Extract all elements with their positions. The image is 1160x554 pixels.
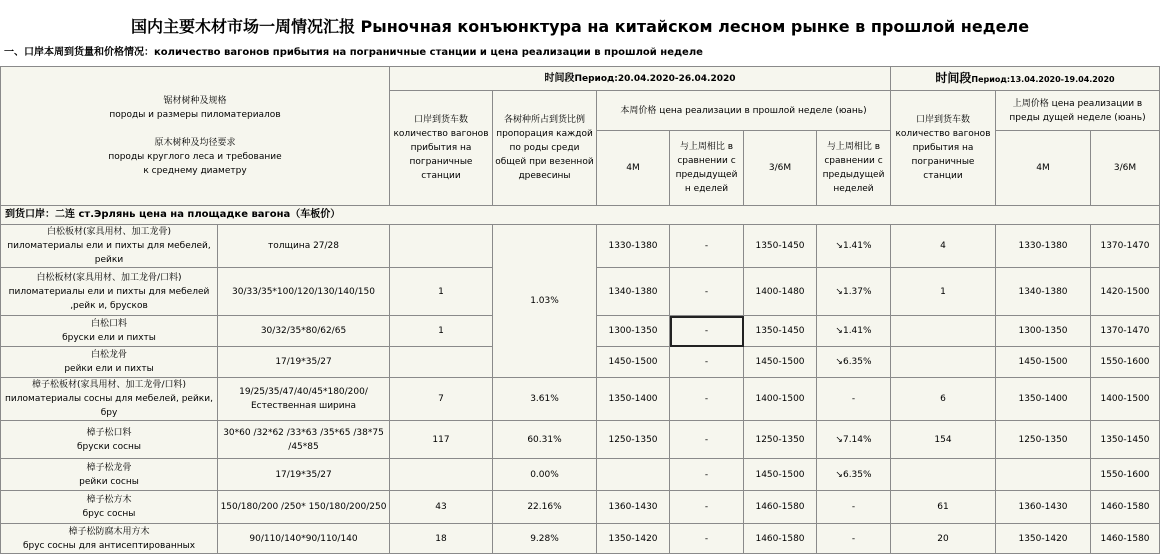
wagons-cell[interactable] [390,225,493,268]
table-row [1,459,1160,491]
compare-36m-cell[interactable]: ↘1.41% [817,316,891,347]
price-36m-cell[interactable]: 1450-1500 [744,459,817,491]
species-name[interactable] [1,378,218,421]
wagons-cell[interactable]: 117 [390,421,493,459]
spec-cell[interactable]: 30/33/35*100/120/130/140/150 [218,268,390,316]
compare-36m-cell[interactable]: ↘7.14% [817,421,891,459]
prev-wagons-cell[interactable]: 1 [891,268,996,316]
table-row [1,491,1160,524]
species-name-cn: 樟子松龙骨 [86,462,132,473]
price-4m-cell[interactable]: 1340-1380 [597,268,670,316]
period-current-value: Период:20.04.2020-26.04.2020 [574,73,736,84]
species-name[interactable] [1,491,218,524]
col-4m-prev[interactable]: 4M [996,131,1091,206]
species-name-ru: бруски ели и пихты [62,333,156,343]
price-36m-cell[interactable]: 1250-1350 [744,421,817,459]
price-4m-cell[interactable]: 1350-1420 [597,524,670,554]
price-prev-header[interactable]: 上周价格 цена реализации в преды дущей неделе (юань) [996,91,1160,131]
period-current-label: 时间段 [544,72,575,84]
species-name[interactable] [1,225,218,268]
species-name[interactable] [1,524,218,554]
prev-price-36m-cell[interactable]: 1350-1450 [1091,421,1160,459]
share-cell[interactable]: 22.16% [493,491,597,524]
wagons-header[interactable] [390,91,493,206]
price-4m-cell[interactable]: 1350-1400 [597,378,670,421]
price-4m-cell[interactable]: 1300-1350 [597,316,670,347]
col-36m-prev[interactable]: 3/6M [1091,131,1160,206]
compare-4m-cell[interactable]: - [670,378,744,421]
wagons-header-ru: количество вагонов прибытия на пограничные станции [393,129,489,181]
prev-price-36m-cell[interactable]: 1460-1580 [1091,524,1160,554]
compare-4m-cell[interactable]: - [670,491,744,524]
prev-price-4m-cell[interactable]: 1350-1420 [996,524,1091,554]
table-row [1,524,1160,554]
spec-cell[interactable]: толщина 27/28 [218,225,390,268]
wagons-prev-header-cn: 口岸到货车数 [915,115,970,125]
table-row [1,225,1160,268]
prev-wagons-cell[interactable]: 61 [891,491,996,524]
period-prev[interactable] [891,67,1160,91]
species-name-ru: брус сосны для антисептированных [22,540,196,551]
species-header-ru: породы и размеры пиломатериалов [109,110,281,120]
species-name-cn: 樟子松口料 [86,427,132,438]
price-4m-cell[interactable] [597,459,670,491]
spec-cell[interactable]: 17/19*35/27 [218,459,390,491]
species-name-cn: 樟子松板材(家具用材、加工龙骨/口料) [31,380,187,390]
prev-price-36m-cell[interactable]: 1460-1580 [1091,491,1160,524]
compare-4m-cell[interactable]: - [670,459,744,491]
spec-cell[interactable]: 30*60 /32*62 /33*63 /35*65 /38*75 /45*85 [218,421,390,459]
wagons-prev-header[interactable] [891,91,996,206]
prev-wagons-cell[interactable]: 4 [891,225,996,268]
spec-cell[interactable]: 30/32/35*80/62/65 [218,316,390,347]
compare-36m-cell[interactable]: ↘1.41% [817,225,891,268]
compare-36m-cell[interactable]: - [817,378,891,421]
prev-price-4m-cell[interactable]: 1350-1400 [996,378,1091,421]
wagons-prev-header-ru: количество вагонов прибытия на пограничные станции [895,129,991,181]
price-36m-cell[interactable]: 1350-1450 [744,316,817,347]
species-name[interactable] [1,268,218,316]
spec-cell[interactable]: 150/180/200 /250* 150/180/200/250 [218,491,390,524]
share-header-cn: 各树种所占到货比例 [503,115,585,125]
period-current[interactable] [390,67,891,91]
price-4m-cell[interactable]: 1360-1430 [597,491,670,524]
share-cell[interactable]: 9.28% [493,524,597,554]
species-name-cn: 樟子松防腐木用方木 [68,526,150,537]
period-prev-label: 时间段 [935,70,972,85]
prev-price-36m-cell[interactable]: 1550-1600 [1091,459,1160,491]
section-title: 一、口岸本周到货量和价格情况：количество вагонов прибытия на пограничные станции и цена реализации в прошлой неделе [4,47,703,58]
species-name-ru: пиломатериалы ели и пихты для мебелей, рейки [7,241,211,265]
col-4m[interactable]: 4M [597,131,670,206]
prev-price-4m-cell[interactable]: 1360-1430 [996,491,1091,524]
prev-wagons-cell[interactable] [891,347,996,378]
species-name-cn: 樟子松方木 [86,495,132,505]
prev-price-4m-cell[interactable]: 1250-1350 [996,421,1091,459]
log-header-ru2: к среднему диаметру [143,166,247,176]
prev-price-4m-cell[interactable]: 1330-1380 [996,225,1091,268]
species-name-ru: пиломатериалы ели и пихты для мебелей ,рейк и, брусков [8,286,210,311]
share-cell-pine[interactable]: 1.03% [493,225,597,378]
share-cell[interactable]: 3.61% [493,378,597,421]
species-name-ru: брус сосны [82,509,136,519]
compare-4m-cell[interactable]: - [670,347,744,378]
species-name[interactable] [1,347,218,378]
species-name-ru: рейки ели и пихты [64,364,154,374]
wagons-header-cn: 口岸到货车数 [413,115,468,125]
compare-4m-cell[interactable]: - [670,421,744,459]
prev-wagons-cell[interactable]: 20 [891,524,996,554]
prev-price-36m-cell[interactable]: 1370-1470 [1091,316,1160,347]
col-compare-36m[interactable]: 与上周相比 в сравнении с предыдущей неделей [817,131,891,206]
market-table [0,66,1160,554]
spec-cell[interactable]: 90/110/140*90/110/140 [218,524,390,554]
wagons-cell[interactable] [390,459,493,491]
compare-36m-cell[interactable]: - [817,524,891,554]
compare-4m-cell[interactable]: - [670,268,744,316]
species-name[interactable] [1,459,218,491]
price-36m-cell[interactable]: 1460-1580 [744,524,817,554]
prev-price-36m-cell[interactable]: 1370-1470 [1091,225,1160,268]
share-cell[interactable]: 0.00% [493,459,597,491]
share-header-ru: пропорация каждой по роды среди общей при везенной древесины [495,129,594,181]
log-header-cn: 原木树种及均径要求 [154,138,236,148]
prev-price-4m-cell[interactable]: 1450-1500 [996,347,1091,378]
log-header-ru1: породы круглого леса и требование [108,152,282,162]
price-4m-cell[interactable]: 1450-1500 [597,347,670,378]
compare-4m-cell[interactable]: - [670,524,744,554]
compare-36m-cell[interactable]: ↘1.37% [817,268,891,316]
share-cell[interactable]: 60.31% [493,421,597,459]
species-name-cn: 白松板材(家具用材、加工龙骨/口料) [36,272,182,283]
species-name[interactable] [1,421,218,459]
species-name-ru: пиломатериалы сосны для мебелей, рейки, бру [5,394,213,418]
species-name-ru: бруски сосны [76,441,142,452]
species-name-cn: 白松龙骨 [90,350,127,360]
compare-4m-cell-selected[interactable]: - [670,316,744,347]
prev-price-36m-cell[interactable]: 1420-1500 [1091,268,1160,316]
price-4m-cell[interactable]: 1330-1380 [597,225,670,268]
prev-price-4m-cell[interactable]: 1340-1380 [996,268,1091,316]
compare-36m-cell[interactable]: ↘6.35% [817,347,891,378]
col-compare-4m[interactable]: 与上周相比 в сравнении с предыдущей н еделей [670,131,744,206]
price-36m-cell[interactable]: 1400-1480 [744,268,817,316]
prev-price-36m-cell[interactable]: 1550-1600 [1091,347,1160,378]
table-row [1,378,1160,421]
wagons-cell[interactable] [390,347,493,378]
compare-36m-cell[interactable]: ↘6.35% [817,459,891,491]
share-header[interactable] [493,91,597,206]
prev-wagons-cell[interactable]: 6 [891,378,996,421]
compare-4m-cell[interactable]: - [670,225,744,268]
species-name-cn: 白松板材(家具用材、加工龙骨) [46,227,172,237]
wagons-cell[interactable]: 1 [390,316,493,347]
port-row[interactable]: 到货口岸：二连 ст.Эрлянь цена на площадке вагона（车板价） [1,206,1160,225]
price-4m-cell[interactable]: 1250-1350 [597,421,670,459]
wagons-cell[interactable]: 18 [390,524,493,554]
prev-price-4m-cell[interactable]: 1300-1350 [996,316,1091,347]
wagons-cell[interactable]: 7 [390,378,493,421]
wagons-cell[interactable]: 1 [390,268,493,316]
table-row [1,421,1160,459]
prev-wagons-cell[interactable] [891,316,996,347]
species-name-cn: 白松口料 [90,319,127,329]
prev-wagons-cell[interactable] [891,459,996,491]
price-now-header[interactable]: 本周价格 цена реализации в прошлой неделе (юань) [597,91,891,131]
price-36m-cell[interactable]: 1400-1500 [744,378,817,421]
species-name-ru: рейки сосны [79,476,139,487]
price-36m-cell[interactable]: 1450-1500 [744,347,817,378]
prev-price-4m-cell[interactable] [996,459,1091,491]
wagons-cell[interactable]: 43 [390,491,493,524]
spec-cell[interactable]: 19/25/35/47/40/45*180/200/ Естественная ширина [218,378,390,421]
price-36m-cell[interactable]: 1460-1580 [744,491,817,524]
page-title: 国内主要木材市场一周情况汇报 Рыночная конъюнктура на китайском лесном рынке в прошлой неделе [130,17,1030,36]
spec-cell[interactable]: 17/19*35/27 [218,347,390,378]
species-header[interactable] [1,67,390,206]
compare-36m-cell[interactable]: - [817,491,891,524]
prev-price-36m-cell[interactable]: 1400-1500 [1091,378,1160,421]
species-name[interactable] [1,316,218,347]
prev-wagons-cell[interactable]: 154 [891,421,996,459]
col-36m[interactable]: 3/6M [744,131,817,206]
price-36m-cell[interactable]: 1350-1450 [744,225,817,268]
period-prev-value: Период:13.04.2020-19.04.2020 [971,74,1115,84]
species-header-cn: 锯材树种及规格 [163,96,227,106]
